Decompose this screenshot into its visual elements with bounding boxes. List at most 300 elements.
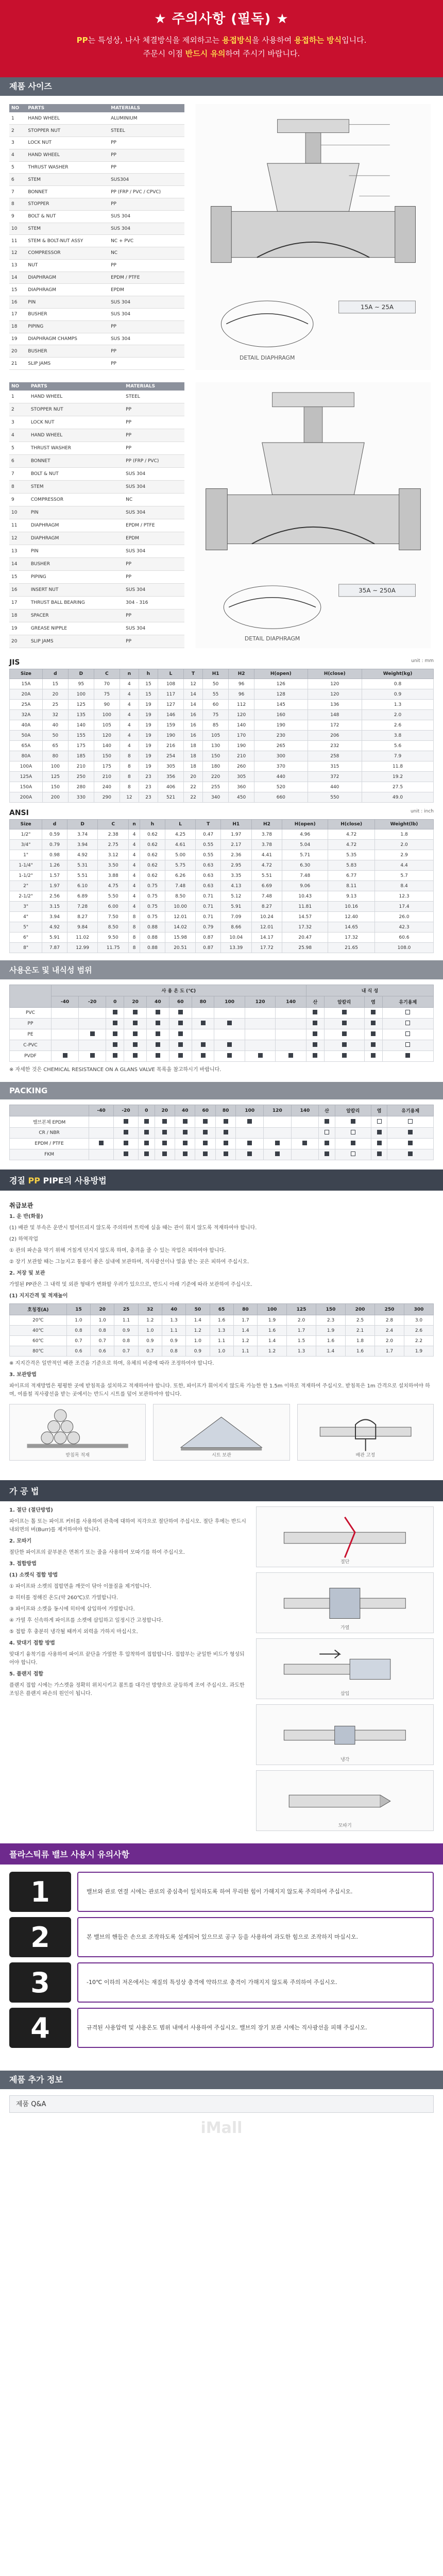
- ansi-cell: 0.75: [140, 891, 165, 902]
- parts2-cell: DIAPHRAGM: [29, 519, 124, 532]
- jis-row: [10, 772, 434, 782]
- jis-cell: 4: [120, 710, 139, 720]
- joining-title: 3. 접합방법: [9, 1561, 37, 1567]
- packing-row: [10, 1139, 434, 1149]
- rating-good-mark: [215, 1149, 235, 1160]
- rating-good-mark: [245, 1051, 275, 1062]
- storage-figure-2: [153, 1404, 289, 1461]
- parts1-row: [9, 272, 184, 284]
- jis-cell: 19: [139, 741, 158, 751]
- parts1-cell: SUS 304: [109, 296, 184, 309]
- packing-col-5: 60: [195, 1105, 215, 1116]
- ansi-cell: 20.51: [165, 943, 196, 953]
- parts2-cell: 304 - 316: [124, 597, 184, 609]
- packing-col-9: 140: [291, 1105, 319, 1116]
- notice-weld: 용접방식: [222, 36, 252, 45]
- support-cell: 1.0: [91, 1315, 114, 1326]
- ansi-cell: 12.40: [328, 912, 375, 922]
- parts2-cell: SUS 304: [124, 584, 184, 597]
- ansi-cell: 3.15: [42, 902, 67, 912]
- usage-col-4: 40: [147, 996, 169, 1008]
- jis-cell: 95: [68, 679, 94, 689]
- parts2-cell: PIN: [29, 545, 124, 558]
- ansi-cell: 3.88: [98, 871, 129, 881]
- support-cell: 3.0: [404, 1315, 433, 1326]
- jis-cell: 40A: [10, 720, 43, 731]
- support-cell: 40℃: [10, 1326, 67, 1336]
- parts2-cell: PP: [124, 558, 184, 571]
- support-cell: 0.6: [66, 1346, 90, 1357]
- notice-weld-method: 용접하는 방식: [294, 36, 342, 45]
- rating-empty: [276, 1040, 306, 1051]
- howto-title-pp: PP: [28, 1176, 40, 1185]
- parts1-row: [9, 358, 184, 370]
- packing-col-10: 산: [319, 1105, 335, 1116]
- parts2-cell: 17: [9, 597, 29, 609]
- ansi-cell: 6.00: [98, 902, 129, 912]
- usage-material: C-PVC: [10, 1040, 52, 1051]
- parts1-cell: 18: [9, 320, 26, 333]
- warning-item: [9, 1962, 434, 2003]
- parts1-cell: 11: [9, 235, 26, 247]
- parts2-cell: 1: [9, 391, 29, 403]
- parts2-cell: 3: [9, 416, 29, 429]
- parts2-row: [9, 558, 184, 571]
- jis-cell: 96: [229, 679, 254, 689]
- parts1-row: [9, 125, 184, 137]
- jis-cell: 12: [120, 792, 139, 803]
- parts2-row: [9, 545, 184, 558]
- ansi-title-text: ANSI: [9, 809, 29, 817]
- parts2-cell: 16: [9, 584, 29, 597]
- ansi-cell: 4.72: [328, 829, 375, 840]
- ansi-cell: 8: [129, 922, 140, 933]
- parts1-row: [9, 149, 184, 161]
- usage-col-3: 20: [124, 996, 147, 1008]
- ansi-cell: 2.0: [375, 840, 434, 850]
- support-cell: 2.0: [287, 1315, 316, 1326]
- rating-empty: [214, 1008, 245, 1019]
- jis-cell: 220: [203, 772, 229, 782]
- parts1-cell: HAND WHEEL: [26, 112, 109, 125]
- jis-cell: 15: [139, 689, 158, 700]
- support-cell: 1.1: [114, 1315, 138, 1326]
- rating-good-mark: [138, 1139, 155, 1149]
- parts2-cell: 5: [9, 442, 29, 455]
- rating-good-mark: [175, 1128, 195, 1139]
- rating-good-mark: [169, 1008, 192, 1019]
- usage-col-1: -20: [79, 996, 106, 1008]
- parts2-cell: PP: [124, 416, 184, 429]
- jis-cell: 260: [229, 761, 254, 772]
- parts2-cell: COMPRESSOR: [29, 494, 124, 506]
- socket-joining-sub: (1) 소켓식 접합 방법: [9, 1572, 58, 1578]
- parts1-cell: BOLT & NUT: [26, 210, 109, 223]
- ansi-row: [10, 902, 434, 912]
- ansi-cell: 10.43: [282, 891, 328, 902]
- ansi-row: [10, 850, 434, 860]
- jis-cell: 105: [94, 720, 120, 731]
- parts2-row: [9, 609, 184, 622]
- support-cell: 0.9: [186, 1346, 210, 1357]
- support-cell: 0.8: [162, 1346, 185, 1357]
- jis-cell: 145: [254, 700, 308, 710]
- jis-cell: 112: [229, 700, 254, 710]
- rating-good-mark: [106, 1019, 124, 1029]
- ansi-cell: 4": [10, 912, 42, 922]
- rating-empty: [276, 1008, 306, 1019]
- jis-table-wrap: [0, 669, 443, 803]
- ansi-cell: 6.69: [251, 881, 282, 891]
- ansi-cell: 5.31: [67, 860, 98, 871]
- jis-cell: 11.8: [362, 761, 434, 772]
- parts1-cell: 16: [9, 296, 26, 309]
- support-cell: 2.0: [375, 1336, 404, 1346]
- parts1-cell: PP: [109, 259, 184, 272]
- ansi-cell: 4.61: [165, 840, 196, 850]
- rating-good-mark: [324, 1019, 364, 1029]
- ansi-cell: 8.27: [251, 902, 282, 912]
- support-cell: 1.3: [162, 1315, 185, 1326]
- ansi-cell: 4.41: [251, 850, 282, 860]
- jis-cell: 255: [203, 782, 229, 792]
- jis-header-5: h: [139, 669, 158, 679]
- storage-figure-2-caption: 시트 보관: [212, 1453, 231, 1458]
- warnings-header: 플라스틱류 밸브 사용시 유의사항: [0, 1843, 443, 1865]
- jis-cell: 127: [158, 700, 184, 710]
- ansi-cell: 60.6: [375, 933, 434, 943]
- usage-col-7: 100: [214, 996, 245, 1008]
- ansi-cell: 1/2": [10, 829, 42, 840]
- support-cell: 2.4: [375, 1326, 404, 1336]
- ansi-cell: 8.11: [328, 881, 375, 891]
- support-cell: 1.7: [233, 1315, 257, 1326]
- ansi-table-wrap: [0, 819, 443, 953]
- parts2-cell: THRUST BALL BEARING: [29, 597, 124, 609]
- jis-cell: 136: [308, 700, 362, 710]
- jis-cell: 305: [229, 772, 254, 782]
- parts2-cell: PP: [124, 442, 184, 455]
- packing-col-12: 염: [371, 1105, 387, 1116]
- rating-empty: [236, 1128, 264, 1139]
- socket-step-1: ① 파이프와 소켓의 접합면을 깨끗이 닦아 이물질을 제거합니다.: [9, 1584, 151, 1589]
- parts2-cell: 8: [9, 481, 29, 494]
- rating-good-mark: [335, 1139, 371, 1149]
- usage-legend: ※ 자세한 것은 CHEMICAL RESISTANCE ON A GLANS VALVE 목록을 참고하시기 바랍니다.: [9, 1067, 222, 1073]
- support-cell: 0.8: [114, 1336, 138, 1346]
- warning-item: [9, 1872, 434, 1912]
- ansi-cell: 8.4: [375, 881, 434, 891]
- packing-col-13: 유기용제: [387, 1105, 434, 1116]
- support-cell: 1.9: [404, 1346, 433, 1357]
- drawing-label-1: 15A ~ 25A: [361, 303, 394, 311]
- ansi-cell: 17.32: [328, 933, 375, 943]
- parts1-row: [9, 296, 184, 309]
- ansi-cell: 11.81: [282, 902, 328, 912]
- jis-cell: 330: [68, 792, 94, 803]
- usage-row: [10, 1008, 434, 1019]
- rating-fair-mark: [335, 1128, 371, 1139]
- ansi-header-7: T: [196, 820, 221, 829]
- support-cell: 0.8: [66, 1326, 90, 1336]
- socket-step-5: ⑤ 접합 후 충분히 냉각될 때까지 외력을 가하지 마십시오.: [9, 1629, 139, 1635]
- rating-empty: [192, 1029, 214, 1040]
- support-header-1: 15: [66, 1304, 90, 1315]
- parts1-cell: 10: [9, 223, 26, 235]
- support-cell: 2.5: [346, 1315, 375, 1326]
- flange-title: 5. 플랜지 접합: [9, 1671, 44, 1677]
- storage-figure-1-caption: 받침목 적재: [65, 1453, 90, 1458]
- parts1-cell: DIAPHRAGM: [26, 284, 109, 296]
- rating-empty: [51, 1040, 78, 1051]
- ansi-cell: 8.27: [67, 912, 98, 922]
- socket-step-4: ④ 가열 후 신속하게 파이프를 소켓에 삽입하고 일정시간 고정합니다.: [9, 1618, 163, 1623]
- rating-good-mark: [175, 1139, 195, 1149]
- parts1-cell: PP: [109, 198, 184, 210]
- rating-good-mark: [371, 1149, 387, 1160]
- packing-col-11: 알칼리: [335, 1105, 371, 1116]
- jis-row: [10, 751, 434, 761]
- qa-link[interactable]: 제품 Q&A: [9, 2095, 434, 2113]
- parts2-cell: 2: [9, 403, 29, 416]
- ansi-cell: 6.89: [67, 891, 98, 902]
- parts1-cell: PP: [109, 345, 184, 358]
- rating-empty: [264, 1116, 292, 1128]
- jis-cell: 126: [254, 679, 308, 689]
- packing-col-8: 120: [264, 1105, 292, 1116]
- rating-good-mark: [324, 1040, 364, 1051]
- parts1-cell: 17: [9, 309, 26, 321]
- ansi-cell: 3": [10, 902, 42, 912]
- support-table: [9, 1303, 434, 1357]
- rating-good-mark: [124, 1029, 147, 1040]
- support-cell: 1.5: [287, 1336, 316, 1346]
- rating-good-mark: [324, 1029, 364, 1040]
- jis-cell: 305: [158, 761, 184, 772]
- parts1-cell: ALUMINIUM: [109, 112, 184, 125]
- storage-figure-3-caption: 배관 고정: [355, 1453, 376, 1458]
- ansi-cell: 4.92: [67, 850, 98, 860]
- notice-text-4: 주문시 이점: [143, 49, 185, 58]
- storage-p1: 가열된 PP관은 그 내력 및 외관 형태가 변화할 우려가 있으므로, 반드시 아래 기준에 따라 보관하여 주십시오.: [9, 1282, 252, 1287]
- ansi-cell: 2": [10, 881, 42, 891]
- notice-text-3: 입니다.: [342, 36, 367, 45]
- rating-fair-mark: [371, 1116, 387, 1128]
- ansi-header-4: n: [129, 820, 140, 829]
- ansi-cell: 5.75: [165, 860, 196, 871]
- jis-cell: 60: [203, 700, 229, 710]
- support-cell: 0.8: [91, 1326, 114, 1336]
- parts2-cell: BOLT & NUT: [29, 468, 124, 481]
- jis-cell: 175: [68, 741, 94, 751]
- rating-good-mark: [169, 1051, 192, 1062]
- parts1-cell: 7: [9, 186, 26, 198]
- ansi-cell: 3.12: [98, 850, 129, 860]
- jis-cell: 140: [68, 720, 94, 731]
- rating-good-mark: [324, 1051, 364, 1062]
- cutting-p: 파이프는 톱 또는 파이프 커터를 사용하여 관축에 대하여 직각으로 절단하여 주십시오. 절단 후에는 반드시 내외면의 버(Burr)를 제거하여야 합니다.: [9, 1519, 246, 1533]
- method-figure-cut-caption: 절단: [340, 1560, 350, 1565]
- rating-empty: [79, 1019, 106, 1029]
- parts2-row: [9, 506, 184, 519]
- rating-good-mark: [215, 1116, 235, 1128]
- ansi-cell: 10.00: [165, 902, 196, 912]
- ansi-cell: 9.06: [282, 881, 328, 891]
- jis-cell: 210: [229, 751, 254, 761]
- parts2-cell: GREASE NIPPLE: [29, 622, 124, 635]
- ansi-cell: 12.3: [375, 891, 434, 902]
- parts2-cell: 9: [9, 494, 29, 506]
- jis-header-4: n: [120, 669, 139, 679]
- support-cell: 1.4: [316, 1346, 346, 1357]
- support-cell: 0.9: [162, 1336, 185, 1346]
- rating-empty: [245, 1029, 275, 1040]
- jis-cell: 14: [184, 689, 203, 700]
- jis-cell: 100: [68, 689, 94, 700]
- ansi-cell: 0.62: [140, 850, 165, 860]
- notice-caution: 반드시 유의: [185, 49, 226, 58]
- jis-cell: 75: [94, 689, 120, 700]
- ansi-cell: 3.74: [67, 829, 98, 840]
- usage-row: [10, 1019, 434, 1029]
- jis-cell: 5.6: [362, 741, 434, 751]
- support-cell: 60℃: [10, 1336, 67, 1346]
- parts1-cell: PIPING: [26, 320, 109, 333]
- method-figure-insert: [256, 1638, 434, 1699]
- ansi-cell: 7.48: [165, 881, 196, 891]
- usage-material: PVDF: [10, 1051, 52, 1062]
- parts1-row: [9, 137, 184, 149]
- rating-good-mark: [364, 1008, 382, 1019]
- jis-cell: 15: [42, 679, 68, 689]
- rating-good-mark: [215, 1139, 235, 1149]
- ansi-row: [10, 829, 434, 840]
- ansi-cell: 5.83: [328, 860, 375, 871]
- ansi-cell: 0.55: [196, 840, 221, 850]
- parts1-row: [9, 333, 184, 345]
- ansi-cell: 0.98: [42, 850, 67, 860]
- parts2-cell: 20: [9, 635, 29, 648]
- rating-empty: [192, 1008, 214, 1019]
- ansi-cell: 0.75: [140, 912, 165, 922]
- rating-good-mark: [138, 1128, 155, 1139]
- rating-good-mark: [114, 1128, 139, 1139]
- method-content: [0, 1501, 443, 1836]
- ansi-cell: 25.98: [282, 943, 328, 953]
- ansi-cell: 2.36: [220, 850, 251, 860]
- parts1-cell: 21: [9, 358, 26, 370]
- parts1-cell: SUS 304: [109, 210, 184, 223]
- jis-cell: 150: [42, 782, 68, 792]
- rating-good-mark: [195, 1128, 215, 1139]
- ansi-cell: 4: [129, 891, 140, 902]
- rating-good-mark: [306, 1051, 324, 1062]
- jis-cell: 0.9: [362, 689, 434, 700]
- ansi-cell: 1-1/2": [10, 871, 42, 881]
- method-figure-heat: [256, 1572, 434, 1633]
- parts2-cell: EPDM / PTFE: [124, 519, 184, 532]
- jis-cell: 440: [308, 782, 362, 792]
- ansi-cell: 0.55: [196, 850, 221, 860]
- usage-col-9: 140: [276, 996, 306, 1008]
- method-figure-chamfer-caption: 모따기: [338, 1823, 352, 1828]
- parts1-row: [9, 198, 184, 210]
- jis-row: [10, 731, 434, 741]
- parts1-row: [9, 259, 184, 272]
- notice-text-1: 는 특성상, 나사 체결방식을 제외하고는: [88, 36, 223, 45]
- ansi-cell: 0.71: [196, 912, 221, 922]
- parts2-cell: BONNET: [29, 455, 124, 468]
- support-cell: 80℃: [10, 1346, 67, 1357]
- ansi-cell: 4.72: [251, 860, 282, 871]
- ansi-header-9: H2: [251, 820, 282, 829]
- jis-cell: 16: [184, 731, 203, 741]
- parts2-cell: EPDM: [124, 532, 184, 545]
- usage-col-8: 120: [245, 996, 275, 1008]
- ansi-cell: 4.72: [328, 840, 375, 850]
- usage-col-6: 80: [192, 996, 214, 1008]
- support-cell: 2.2: [404, 1336, 433, 1346]
- parts2-row: [9, 416, 184, 429]
- jis-cell: 15: [139, 679, 158, 689]
- rating-good-mark: [306, 1040, 324, 1051]
- ansi-cell: 3/4": [10, 840, 42, 850]
- rating-good-mark: [79, 1029, 106, 1040]
- jis-cell: 55: [203, 689, 229, 700]
- parts2-cell: SUS 304: [124, 545, 184, 558]
- rating-good-mark: [147, 1051, 169, 1062]
- rating-good-mark: [114, 1139, 139, 1149]
- ansi-row: [10, 860, 434, 871]
- support-note: ※ 지지간격은 일반적인 배관 조건을 기준으로 하며, 유체의 비중에 따라 조정하여야 합니다.: [9, 1361, 214, 1366]
- parts1-cell: COMPRESSOR: [26, 247, 109, 260]
- ansi-cell: 3.94: [42, 912, 67, 922]
- size-section-header: 제품 사이즈: [0, 77, 443, 96]
- warnings-list: [0, 1865, 443, 2060]
- ansi-header-1: d: [42, 820, 67, 829]
- jis-cell: 4: [120, 731, 139, 741]
- support-cell: 1.1: [210, 1336, 233, 1346]
- jis-cell: 40: [42, 720, 68, 731]
- ansi-cell: 7.87: [42, 943, 67, 953]
- transport-p1: (1) 배관 및 부속은 운반시 떨어뜨리지 않도록 주의하며 트럭에 실을 때는 관이 휘지 않도록 적재하여야 합니다.: [9, 1225, 257, 1231]
- parts2-cell: DIAPHRAGM: [29, 532, 124, 545]
- rating-fair-mark: [382, 1040, 434, 1051]
- transport-p3: ① 관의 파손을 막기 위해 거칠게 던지지 않도록 하며, 충격을 줄 수 있는 작업은 피하여야 합니다.: [9, 1248, 226, 1253]
- support-header-0: 호칭경(A): [10, 1304, 67, 1315]
- jis-row: [10, 710, 434, 720]
- jis-cell: 50: [42, 731, 68, 741]
- support-cell: 1.2: [233, 1336, 257, 1346]
- rating-empty: [89, 1116, 114, 1128]
- support-header-10: 125: [287, 1304, 316, 1315]
- jis-row: [10, 700, 434, 710]
- rating-good-mark: [364, 1051, 382, 1062]
- ansi-cell: 15.98: [165, 933, 196, 943]
- method-figure-chamfer: [256, 1770, 434, 1831]
- ansi-cell: 7.48: [282, 871, 328, 881]
- ansi-cell: 5.91: [42, 933, 67, 943]
- ansi-cell: 8.66: [220, 922, 251, 933]
- jis-cell: 25: [42, 700, 68, 710]
- ansi-cell: 0.62: [140, 871, 165, 881]
- parts2-cell: HAND WHEEL: [29, 391, 124, 403]
- rating-good-mark: [175, 1149, 195, 1160]
- jis-cell: 18: [184, 751, 203, 761]
- support-cell: 1.1: [162, 1326, 185, 1336]
- ansi-cell: 9.84: [67, 922, 98, 933]
- ansi-cell: 3.94: [67, 840, 98, 850]
